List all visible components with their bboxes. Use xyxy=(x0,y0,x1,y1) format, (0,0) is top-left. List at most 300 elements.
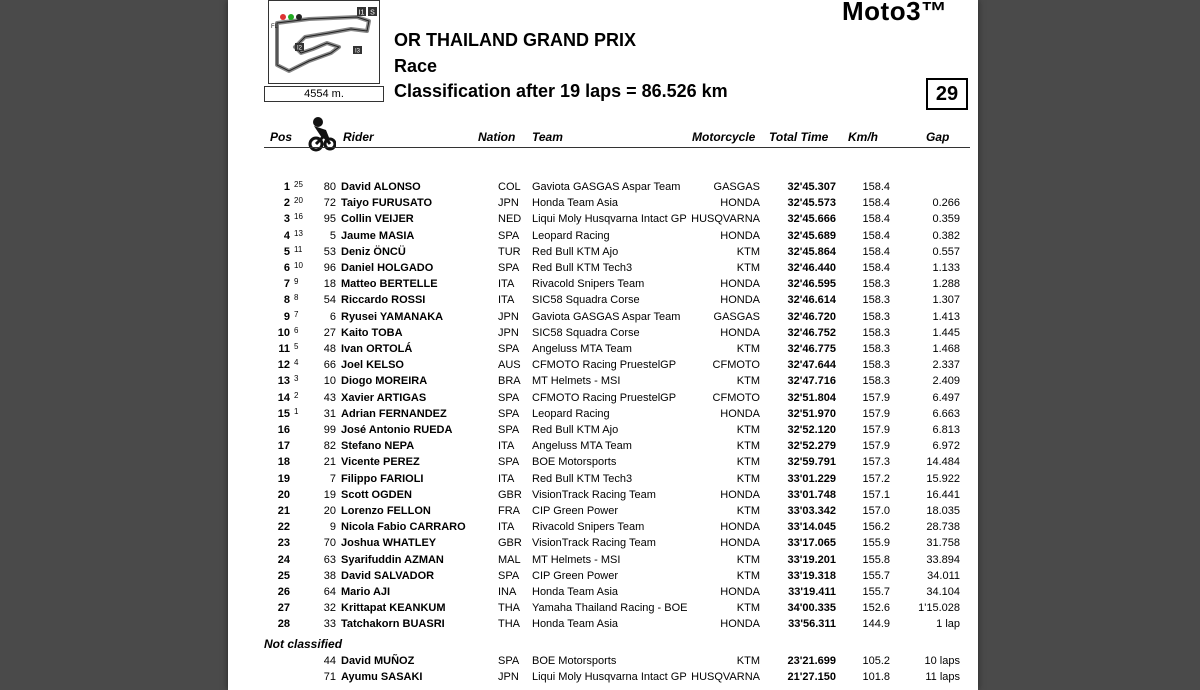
track-length: 4554 m. xyxy=(264,86,384,102)
cell-team-name: MT Helmets - MSI xyxy=(532,375,621,388)
cell-motorcycle: KTM xyxy=(736,245,760,258)
cell-bike-number: 64 xyxy=(323,586,336,598)
cell-nation: SPA xyxy=(498,391,520,404)
cell-gap: 15.922 xyxy=(926,472,960,485)
cell-points: 8 xyxy=(294,293,299,303)
cell-motorcycle: KTM xyxy=(736,262,760,274)
cell-bike-number: 10 xyxy=(323,375,336,388)
cell-rider-name: Joshua WHATLEY xyxy=(341,537,437,550)
cell-points: 4 xyxy=(294,358,299,368)
cell-team-name: Gaviota GASGAS Aspar Team xyxy=(532,310,681,323)
cell-rider-name: Vicente PEREZ xyxy=(341,456,420,469)
cell-speed: 152.6 xyxy=(862,602,890,615)
cell-speed: 155.7 xyxy=(862,586,890,598)
cell-position: 15 xyxy=(277,407,290,420)
cell-bike-number: 99 xyxy=(323,424,336,436)
cell-bike-number: 63 xyxy=(323,553,336,566)
cell-speed: 144.9 xyxy=(862,618,890,631)
session-title: Race xyxy=(394,56,438,76)
map-label-i3: I3 xyxy=(354,48,361,55)
cell-rider-name: Ayumu SASAKI xyxy=(341,671,423,684)
cell-team-name: Gaviota GASGAS Aspar Team xyxy=(532,181,681,193)
cell-nation: TUR xyxy=(498,245,521,258)
cell-rider-name: Ivan ORTOLÁ xyxy=(341,343,413,355)
cell-position: 11 xyxy=(278,343,290,355)
cell-nation: SPA xyxy=(498,229,520,242)
table-row xyxy=(228,585,978,601)
cell-speed: 157.2 xyxy=(862,472,890,485)
cell-bike-number: 44 xyxy=(323,655,336,667)
cell-rider-name: Diogo MOREIRA xyxy=(341,375,428,388)
cell-team-name: VisionTrack Racing Team xyxy=(532,537,656,550)
cell-bike-number: 95 xyxy=(323,213,336,226)
col-header-pos: Pos xyxy=(270,130,293,144)
cell-gap: 6.813 xyxy=(932,424,960,436)
cell-team-name: CFMOTO Racing PruestelGP xyxy=(532,391,677,404)
cell-position: 3 xyxy=(283,213,290,226)
cell-total-time: 32'51.804 xyxy=(787,391,836,404)
cell-motorcycle: HONDA xyxy=(720,197,760,210)
cell-points: 25 xyxy=(294,180,303,189)
cell-points: 7 xyxy=(294,309,299,319)
cell-rider-name: Collin VEIJER xyxy=(341,213,414,226)
cell-nation: GBR xyxy=(498,537,522,550)
cell-speed: 157.9 xyxy=(862,424,890,436)
cell-nation: NED xyxy=(498,213,522,226)
cell-position: 10 xyxy=(277,326,290,339)
cell-bike-number: 96 xyxy=(323,262,336,274)
cell-rider-name: José Antonio RUEDA xyxy=(341,424,453,436)
cell-nation: JPN xyxy=(498,671,519,684)
cell-gap: 28.738 xyxy=(926,521,960,534)
cell-bike-number: 54 xyxy=(323,294,336,307)
cell-bike-number: 21 xyxy=(323,456,336,469)
cell-motorcycle: KTM xyxy=(736,456,760,469)
map-label-i2: I2 xyxy=(296,45,303,52)
col-header-gap: Gap xyxy=(926,130,950,144)
table-row xyxy=(228,504,978,520)
cell-bike-number: 5 xyxy=(329,229,336,242)
cell-motorcycle: GASGAS xyxy=(713,181,760,193)
cell-points: 6 xyxy=(294,325,299,335)
table-row xyxy=(228,439,978,455)
cell-points: 1 xyxy=(294,406,299,416)
cell-speed: 158.4 xyxy=(862,229,890,242)
cell-speed: 158.4 xyxy=(862,181,890,193)
cell-motorcycle: KTM xyxy=(736,655,760,667)
cell-bike-number: 80 xyxy=(323,181,336,193)
cell-team-name: CIP Green Power xyxy=(532,505,619,517)
cell-nation: ITA xyxy=(498,278,515,291)
cell-nation: GBR xyxy=(498,488,522,501)
cell-points: 10 xyxy=(294,261,303,270)
brand-title: Moto3™ xyxy=(842,0,948,26)
table-row xyxy=(228,212,978,228)
cell-gap: 11 laps xyxy=(925,671,960,684)
col-header-rider: Rider xyxy=(343,130,374,144)
table-row xyxy=(228,342,978,358)
cell-position: 13 xyxy=(277,375,290,388)
cell-gap: 34.011 xyxy=(927,569,960,582)
cell-gap: 1.288 xyxy=(932,278,960,291)
cell-gap: 18.035 xyxy=(926,505,960,517)
cell-rider-name: Jaume MASIA xyxy=(341,229,415,242)
cell-speed: 158.4 xyxy=(862,197,890,210)
cell-nation: JPN xyxy=(498,326,519,339)
cell-speed: 158.3 xyxy=(862,359,890,372)
col-header-kmh: Km/h xyxy=(848,130,878,144)
cell-position: 16 xyxy=(277,424,290,436)
cell-motorcycle: HUSQVARNA xyxy=(691,671,760,684)
cell-team-name: CFMOTO Racing PruestelGP xyxy=(532,359,677,372)
cell-speed: 101.8 xyxy=(862,671,890,684)
cell-team-name: Angeluss MTA Team xyxy=(532,440,632,453)
cell-motorcycle: HONDA xyxy=(720,278,760,291)
cell-total-time: 32'45.307 xyxy=(787,181,836,193)
cell-gap: 1 lap xyxy=(936,618,960,631)
cell-total-time: 32'46.775 xyxy=(787,343,836,355)
table-row xyxy=(228,196,978,212)
cell-rider-name: Tatchakorn BUASRI xyxy=(341,618,445,631)
table-row xyxy=(228,569,978,585)
cell-points: 5 xyxy=(294,342,299,351)
cell-motorcycle: HONDA xyxy=(720,521,760,534)
cell-team-name: Liqui Moly Husqvarna Intact GP xyxy=(532,671,687,684)
cell-nation: FRA xyxy=(498,505,520,517)
cell-points: 20 xyxy=(294,196,303,206)
cell-position: 26 xyxy=(277,586,290,598)
cell-speed: 155.8 xyxy=(862,553,890,566)
cell-motorcycle: HONDA xyxy=(720,488,760,501)
cell-nation: THA xyxy=(498,618,520,631)
cell-position: 14 xyxy=(277,391,290,404)
cell-motorcycle: KTM xyxy=(736,602,760,615)
cell-points: 11 xyxy=(294,244,303,254)
cell-bike-number: 27 xyxy=(323,326,336,339)
cell-position: 22 xyxy=(277,521,290,534)
cell-speed: 158.3 xyxy=(862,326,890,339)
cell-team-name: Red Bull KTM Tech3 xyxy=(532,262,633,274)
table-row xyxy=(228,391,978,407)
cell-team-name: Liqui Moly Husqvarna Intact GP xyxy=(532,213,687,226)
cell-nation: ITA xyxy=(498,294,515,307)
cell-bike-number: 33 xyxy=(323,618,336,631)
cell-rider-name: Daniel HOLGADO xyxy=(341,262,434,274)
col-header-team: Team xyxy=(532,130,563,144)
cell-team-name: SIC58 Squadra Corse xyxy=(532,294,640,307)
cell-nation: THA xyxy=(498,602,520,615)
cell-motorcycle: HONDA xyxy=(720,537,760,550)
cell-nation: ITA xyxy=(498,440,515,453)
cell-team-name: Red Bull KTM Ajo xyxy=(532,245,619,258)
cell-rider-name: David SALVADOR xyxy=(341,569,435,582)
table-row xyxy=(228,374,978,390)
cell-motorcycle: CFMOTO xyxy=(712,391,760,404)
cell-total-time: 32'45.573 xyxy=(787,197,836,210)
track-map-icon xyxy=(269,1,379,83)
cell-gap: 1.307 xyxy=(932,294,960,307)
table-row xyxy=(228,617,978,633)
map-label-s: S xyxy=(370,9,375,17)
cell-bike-number: 32 xyxy=(323,602,336,615)
cell-nation: INA xyxy=(498,586,517,598)
cell-points: 16 xyxy=(294,212,303,222)
cell-gap: 2.337 xyxy=(932,359,960,372)
cell-position: 6 xyxy=(283,262,290,274)
cell-position: 17 xyxy=(277,440,290,453)
cell-team-name: Red Bull KTM Ajo xyxy=(532,424,619,436)
cell-total-time: 34'00.335 xyxy=(787,602,836,615)
cell-position: 7 xyxy=(283,278,290,291)
cell-position: 25 xyxy=(277,569,290,582)
cell-team-name: VisionTrack Racing Team xyxy=(532,488,656,501)
cell-bike-number: 18 xyxy=(323,278,336,291)
cell-motorcycle: KTM xyxy=(736,343,760,355)
cell-bike-number: 70 xyxy=(323,537,336,550)
table-row xyxy=(228,293,978,309)
cell-speed: 157.9 xyxy=(862,440,890,453)
cell-gap: 0.557 xyxy=(932,245,960,258)
cell-nation: COL xyxy=(498,181,521,193)
cell-gap: 1.468 xyxy=(932,343,960,355)
cell-total-time: 32'59.791 xyxy=(787,456,836,469)
cell-team-name: Honda Team Asia xyxy=(532,197,619,210)
cell-speed: 157.9 xyxy=(862,391,890,404)
cell-rider-name: Riccardo ROSSI xyxy=(341,294,426,307)
cell-total-time: 33'01.229 xyxy=(787,472,836,485)
cell-position: 2 xyxy=(283,197,290,210)
cell-position: 21 xyxy=(277,505,290,517)
cell-speed: 158.3 xyxy=(862,294,890,307)
cell-position: 1 xyxy=(283,181,290,193)
cell-speed: 157.1 xyxy=(862,488,890,501)
cell-points: 3 xyxy=(294,374,299,384)
cell-position: 18 xyxy=(277,456,290,469)
cell-team-name: Yamaha Thailand Racing - BOE xyxy=(532,602,688,615)
cell-total-time: 23'21.699 xyxy=(787,655,836,667)
track-map xyxy=(268,0,380,84)
cell-position: 28 xyxy=(277,618,290,631)
cell-team-name: Red Bull KTM Tech3 xyxy=(532,472,633,485)
cell-total-time: 32'45.864 xyxy=(787,245,836,258)
event-title: OR THAILAND GRAND PRIX xyxy=(394,30,636,50)
table-row xyxy=(228,601,978,617)
cell-bike-number: 48 xyxy=(323,343,336,355)
cell-rider-name: Stefano NEPA xyxy=(341,440,415,453)
cell-bike-number: 19 xyxy=(323,488,336,501)
header-divider xyxy=(264,147,970,148)
cell-total-time: 32'52.120 xyxy=(787,424,836,436)
classification-title: Classification after 19 laps = 86.526 km xyxy=(394,81,728,101)
cell-total-time: 33'56.311 xyxy=(788,618,836,631)
cell-rider-name: Taiyo FURUSATO xyxy=(341,197,433,210)
cell-total-time: 33'14.045 xyxy=(787,521,836,534)
cell-speed: 157.3 xyxy=(862,456,890,469)
cell-rider-name: Filippo FARIOLI xyxy=(341,472,424,485)
cell-motorcycle: HONDA xyxy=(720,618,760,631)
green-dot-icon xyxy=(288,14,294,20)
cell-gap: 10 laps xyxy=(924,655,960,667)
cell-total-time: 32'46.440 xyxy=(787,262,836,274)
cell-team-name: Rivacold Snipers Team xyxy=(532,521,645,534)
table-row xyxy=(228,310,978,326)
table-row xyxy=(228,261,978,277)
cell-nation: ITA xyxy=(498,472,515,485)
cell-bike-number: 71 xyxy=(323,671,336,684)
cell-gap: 6.663 xyxy=(932,407,960,420)
cell-gap: 6.497 xyxy=(932,391,960,404)
cell-gap: 16.441 xyxy=(926,488,960,501)
cell-total-time: 32'45.666 xyxy=(787,213,836,226)
page-number: 29 xyxy=(926,78,968,110)
table-row xyxy=(228,326,978,342)
cell-rider-name: Mario AJI xyxy=(341,586,391,598)
cell-speed: 155.7 xyxy=(862,569,890,582)
cell-team-name: BOE Motorsports xyxy=(532,655,617,667)
cell-bike-number: 7 xyxy=(329,472,336,485)
cell-position: 5 xyxy=(283,245,290,258)
cell-motorcycle: HONDA xyxy=(720,294,760,307)
cell-bike-number: 72 xyxy=(323,197,336,210)
cell-total-time: 32'46.595 xyxy=(787,278,836,291)
cell-rider-name: Ryusei YAMANAKA xyxy=(341,310,444,323)
cell-speed: 157.0 xyxy=(862,505,890,517)
table-row xyxy=(228,670,978,686)
cell-gap: 33.894 xyxy=(926,553,960,566)
cell-rider-name: David ALONSO xyxy=(341,181,421,193)
cell-team-name: MT Helmets - MSI xyxy=(532,553,621,566)
cell-bike-number: 66 xyxy=(323,359,336,372)
cell-team-name: Leopard Racing xyxy=(532,407,610,420)
cell-total-time: 32'47.644 xyxy=(787,359,836,372)
cell-motorcycle: HONDA xyxy=(720,326,760,339)
cell-speed: 158.4 xyxy=(862,245,890,258)
table-row xyxy=(228,536,978,552)
cell-total-time: 32'51.970 xyxy=(787,407,836,420)
table-row xyxy=(228,277,978,293)
cell-speed: 105.2 xyxy=(862,655,890,667)
cell-rider-name: David MUÑOZ xyxy=(341,655,415,667)
cell-motorcycle: KTM xyxy=(736,375,760,388)
col-header-nation: Nation xyxy=(478,130,516,144)
cell-nation: SPA xyxy=(498,456,520,469)
cell-gap: 0.266 xyxy=(932,197,960,210)
table-row xyxy=(228,423,978,439)
black-dot-icon xyxy=(296,14,302,20)
cell-total-time: 32'46.614 xyxy=(787,294,836,307)
cell-points: 9 xyxy=(294,277,299,287)
cell-bike-number: 31 xyxy=(323,407,336,420)
cell-team-name: BOE Motorsports xyxy=(532,456,617,469)
col-header-total-time: Total Time xyxy=(769,130,829,144)
cell-gap: 2.409 xyxy=(932,375,960,388)
cell-team-name: Honda Team Asia xyxy=(532,618,619,631)
cell-gap: 6.972 xyxy=(932,440,960,453)
cell-position: 4 xyxy=(283,229,290,242)
cell-total-time: 33'01.748 xyxy=(787,488,836,501)
not-classified-label: Not classified xyxy=(264,637,343,651)
cell-nation: SPA xyxy=(498,343,520,355)
cell-motorcycle: KTM xyxy=(736,472,760,485)
table-row xyxy=(228,407,978,423)
cell-total-time: 21'27.150 xyxy=(787,671,836,684)
table-row xyxy=(228,229,978,245)
cell-rider-name: Krittapat KEANKUM xyxy=(341,602,446,615)
table-row xyxy=(228,520,978,536)
cell-bike-number: 38 xyxy=(323,569,336,582)
cell-rider-name: Adrian FERNANDEZ xyxy=(341,407,447,420)
table-row xyxy=(228,472,978,488)
cell-team-name: Honda Team Asia xyxy=(532,586,619,598)
cell-rider-name: Deniz ÖNCÜ xyxy=(341,245,406,258)
table-row xyxy=(228,180,978,196)
cell-speed: 158.3 xyxy=(862,310,890,323)
cell-motorcycle: HONDA xyxy=(720,229,760,242)
cell-rider-name: Lorenzo FELLON xyxy=(341,505,431,517)
table-row xyxy=(228,488,978,504)
cell-gap: 31.758 xyxy=(926,537,960,550)
cell-position: 20 xyxy=(277,488,290,501)
cell-total-time: 32'45.689 xyxy=(787,229,836,242)
cell-rider-name: Syarifuddin AZMAN xyxy=(341,553,444,566)
cell-rider-name: Xavier ARTIGAS xyxy=(341,391,427,404)
cell-position: 9 xyxy=(283,310,290,323)
table-row xyxy=(228,455,978,471)
cell-total-time: 32'46.720 xyxy=(787,310,836,323)
cell-total-time: 33'19.411 xyxy=(788,586,836,598)
cell-nation: MAL xyxy=(498,553,521,566)
cell-speed: 158.4 xyxy=(862,213,890,226)
cell-speed: 158.3 xyxy=(862,278,890,291)
cell-position: 19 xyxy=(277,472,290,485)
cell-nation: SPA xyxy=(498,569,520,582)
cell-gap: 34.104 xyxy=(926,586,960,598)
cell-gap: 14.484 xyxy=(926,456,960,469)
cell-total-time: 33'03.342 xyxy=(787,505,836,517)
cell-bike-number: 43 xyxy=(323,391,336,404)
cell-points: 13 xyxy=(294,228,303,238)
cell-gap: 1'15.028 xyxy=(918,602,960,615)
cell-speed: 157.9 xyxy=(862,407,890,420)
cell-nation: SPA xyxy=(498,262,520,274)
cell-nation: AUS xyxy=(498,359,521,372)
cell-rider-name: Matteo BERTELLE xyxy=(341,278,438,291)
cell-points: 2 xyxy=(294,390,299,400)
cell-nation: SPA xyxy=(498,655,520,667)
cell-rider-name: Kaito TOBA xyxy=(341,326,403,339)
cell-motorcycle: GASGAS xyxy=(713,310,760,323)
cell-nation: SPA xyxy=(498,424,520,436)
cell-motorcycle: KTM xyxy=(736,440,760,453)
red-dot-icon xyxy=(280,14,286,20)
cell-motorcycle: HUSQVARNA xyxy=(691,213,760,226)
cell-total-time: 32'47.716 xyxy=(787,375,836,388)
cell-position: 23 xyxy=(277,537,290,550)
cell-speed: 158.4 xyxy=(862,262,890,274)
cell-gap: 1.133 xyxy=(932,262,960,274)
table-row xyxy=(228,358,978,374)
cell-team-name: CIP Green Power xyxy=(532,569,619,582)
cell-position: 8 xyxy=(283,294,290,307)
cell-nation: SPA xyxy=(498,407,520,420)
cell-team-name: SIC58 Squadra Corse xyxy=(532,326,640,339)
cell-team-name: Angeluss MTA Team xyxy=(532,343,632,355)
cell-team-name: Leopard Racing xyxy=(532,229,610,242)
cell-total-time: 32'52.279 xyxy=(787,440,836,453)
cell-rider-name: Scott OGDEN xyxy=(341,488,412,501)
cell-motorcycle: HONDA xyxy=(720,586,760,598)
cell-bike-number: 53 xyxy=(323,245,336,258)
